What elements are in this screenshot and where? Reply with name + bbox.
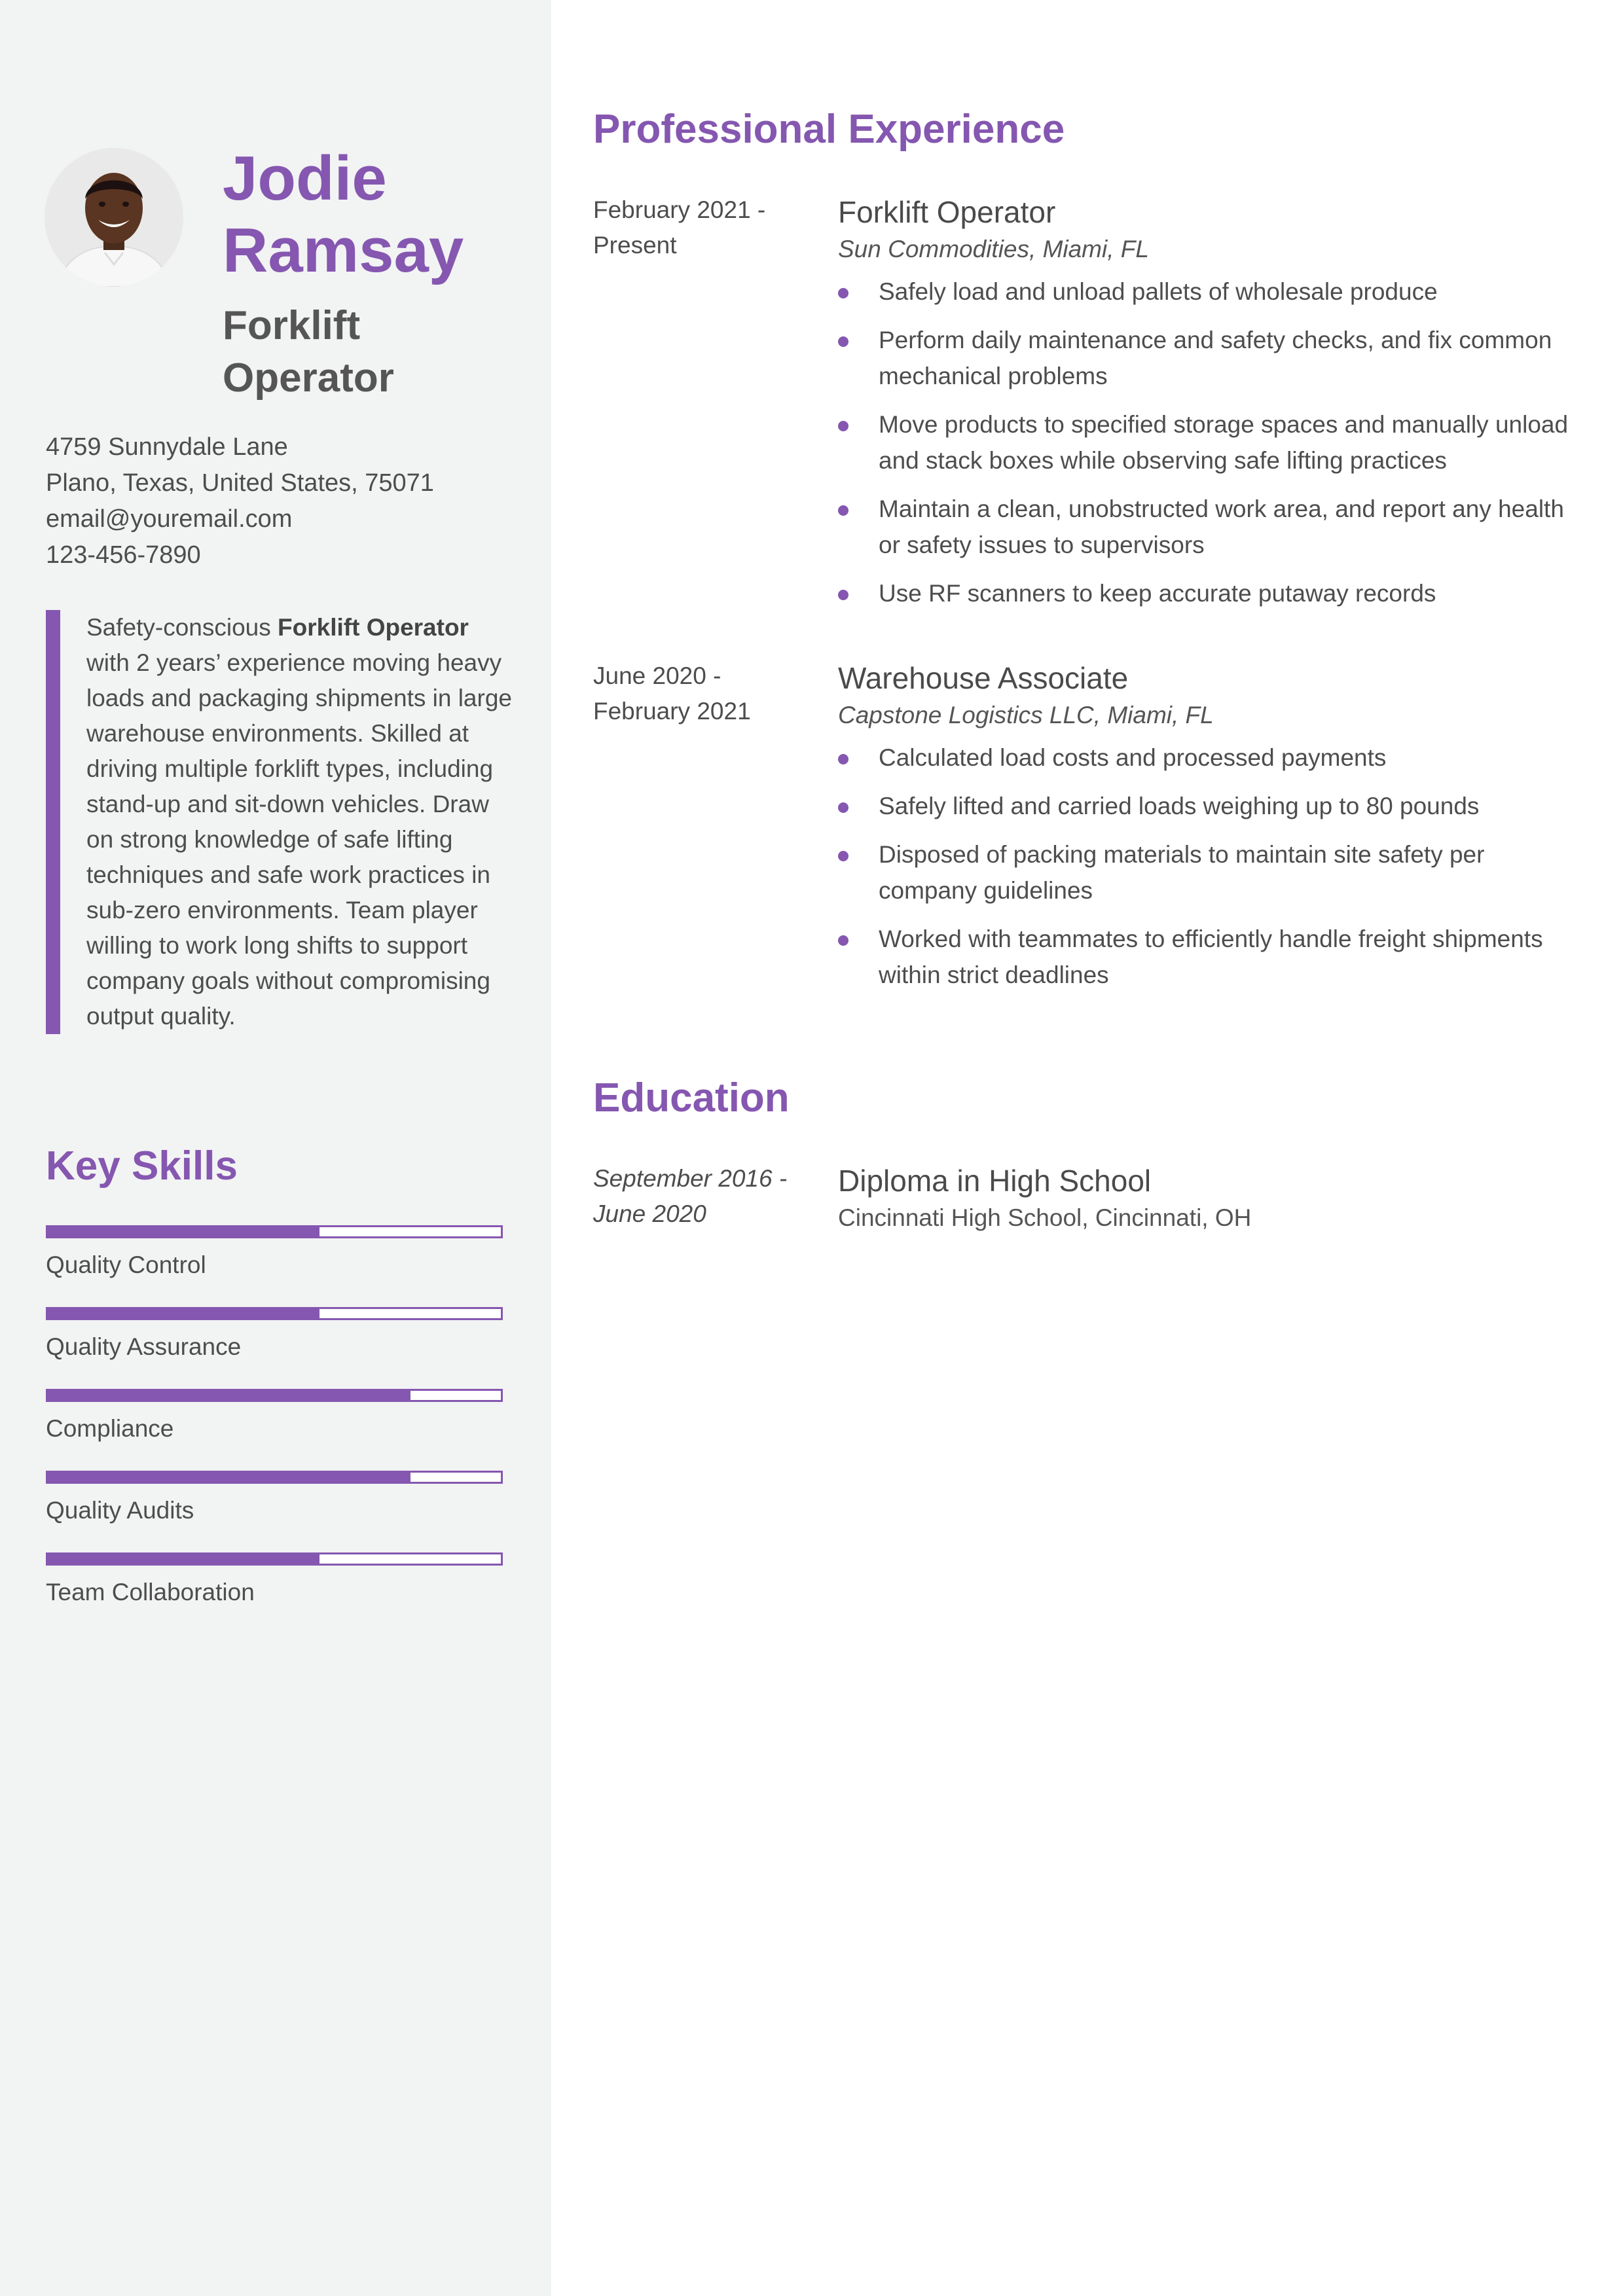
job-title-line1: Forklift (223, 303, 361, 348)
summary-rest: with 2 years’ experience moving heavy loads and packaging shipments in large warehouse environments. Skilled at driving multiple forklift types, including stand-up and sit-down vehicles. Draw on strong knowledge of safe lifting techniques and safe work practices in sub-zero environments. Team player willing to work long shifts to support company goals without compromising output quality. (86, 649, 512, 1030)
bullet-text: Maintain a clean, unobstructed work area, and report any health or safety issues to supervisors (879, 495, 1564, 558)
education-dates-line2: June 2020 (593, 1200, 706, 1227)
job-bullets (838, 274, 1588, 611)
key-skills-heading: Key Skills (46, 1143, 238, 1189)
email[interactable]: email@youremail.com (46, 505, 293, 533)
job-company: Sun Commodities, Miami, FL (838, 236, 1149, 262)
sidebar (0, 0, 551, 2296)
experience-heading: Professional Experience (593, 107, 1065, 152)
bullet-text: Calculated load costs and processed payments (879, 744, 1387, 771)
bullet-text: Disposed of packing materials to maintain site safety per company guidelines (879, 841, 1485, 904)
bullet-dot-icon (838, 288, 848, 298)
bullet-dot-icon (838, 421, 848, 431)
skill-label: Quality Assurance (46, 1333, 242, 1360)
job-details (838, 192, 1588, 624)
bullet-text: Safely load and unload pallets of wholesale produce (879, 278, 1438, 305)
list-item (838, 491, 1588, 563)
skill-bar-fill (48, 1391, 410, 1400)
job-dates-line1: June 2020 - (593, 662, 721, 689)
skill-label: Team Collaboration (46, 1579, 255, 1605)
profile-photo-icon (45, 148, 183, 287)
job-dates (593, 192, 803, 263)
skill-bar (46, 1225, 503, 1238)
skills-list (46, 1225, 504, 1634)
list-item (838, 274, 1588, 310)
contact-block (46, 429, 530, 573)
education-heading: Education (593, 1075, 790, 1121)
job-role: Forklift Operator (838, 195, 1056, 229)
avatar (45, 148, 183, 287)
list-item (838, 921, 1588, 993)
bullet-text: Perform daily maintenance and safety checks, and fix common mechanical problems (879, 327, 1552, 389)
skill-item (46, 1225, 504, 1307)
skill-bar (46, 1307, 503, 1320)
job-company: Capstone Logistics LLC, Miami, FL (838, 702, 1214, 728)
skill-item (46, 1471, 504, 1552)
bullet-dot-icon (838, 802, 848, 813)
skill-bar (46, 1471, 503, 1484)
job-dates (593, 658, 803, 729)
education-details (838, 1161, 1588, 1236)
bullet-dot-icon (838, 754, 848, 764)
address-line1: 4759 Sunnydale Lane (46, 433, 288, 461)
job-dates-line2: Present (593, 232, 677, 259)
skill-item (46, 1307, 504, 1389)
skill-label: Quality Audits (46, 1497, 194, 1524)
education-dates (593, 1161, 803, 1232)
bullet-text: Worked with teammates to efficiently handle freight shipments within strict deadlines (879, 925, 1543, 988)
bullet-dot-icon (838, 336, 848, 347)
education-degree: Diploma in High School (838, 1164, 1152, 1198)
bullet-dot-icon (838, 851, 848, 861)
education-dates-line1: September 2016 - (593, 1165, 788, 1192)
skill-bar-fill (48, 1227, 319, 1236)
job-dates-line1: February 2021 - (593, 196, 766, 223)
bullet-text: Use RF scanners to keep accurate putaway records (879, 580, 1436, 607)
skill-bar-fill (48, 1309, 319, 1318)
bullet-text: Move products to specified storage spaces and manually unload and stack boxes while observing safe lifting practices (879, 411, 1569, 474)
bullet-dot-icon (838, 590, 848, 600)
address-line2: Plano, Texas, United States, 75071 (46, 469, 434, 497)
job-dates-line2: February 2021 (593, 698, 751, 725)
bullet-dot-icon (838, 505, 848, 516)
bullet-dot-icon (838, 935, 848, 946)
skill-label: Compliance (46, 1415, 174, 1442)
job-title (223, 300, 537, 404)
name-last: Ramsay (223, 215, 464, 285)
summary-bold: Forklift Operator (278, 614, 469, 641)
summary-lead: Safety-conscious (86, 614, 271, 641)
skill-label: Quality Control (46, 1251, 206, 1278)
list-item (838, 740, 1588, 776)
name-first: Jodie (223, 143, 387, 213)
candidate-name (223, 143, 537, 287)
job-role: Warehouse Associate (838, 661, 1129, 695)
list-item (838, 406, 1588, 478)
job-bullets (838, 740, 1588, 993)
skill-item (46, 1389, 504, 1471)
skill-bar-fill (48, 1473, 410, 1482)
phone[interactable]: 123-456-7890 (46, 541, 201, 569)
list-item (838, 575, 1588, 611)
job-title-line2: Operator (223, 355, 394, 401)
job-details (838, 658, 1588, 1005)
list-item (838, 836, 1588, 908)
education-school: Cincinnati High School, Cincinnati, OH (838, 1204, 1252, 1231)
skill-bar (46, 1389, 503, 1402)
skill-bar-fill (48, 1554, 319, 1564)
main-column (551, 0, 1623, 2296)
list-item (838, 322, 1588, 394)
skill-item (46, 1552, 504, 1634)
bullet-text: Safely lifted and carried loads weighing up to 80 pounds (879, 793, 1480, 819)
list-item (838, 788, 1588, 824)
summary (46, 610, 517, 1034)
skill-bar (46, 1552, 503, 1566)
